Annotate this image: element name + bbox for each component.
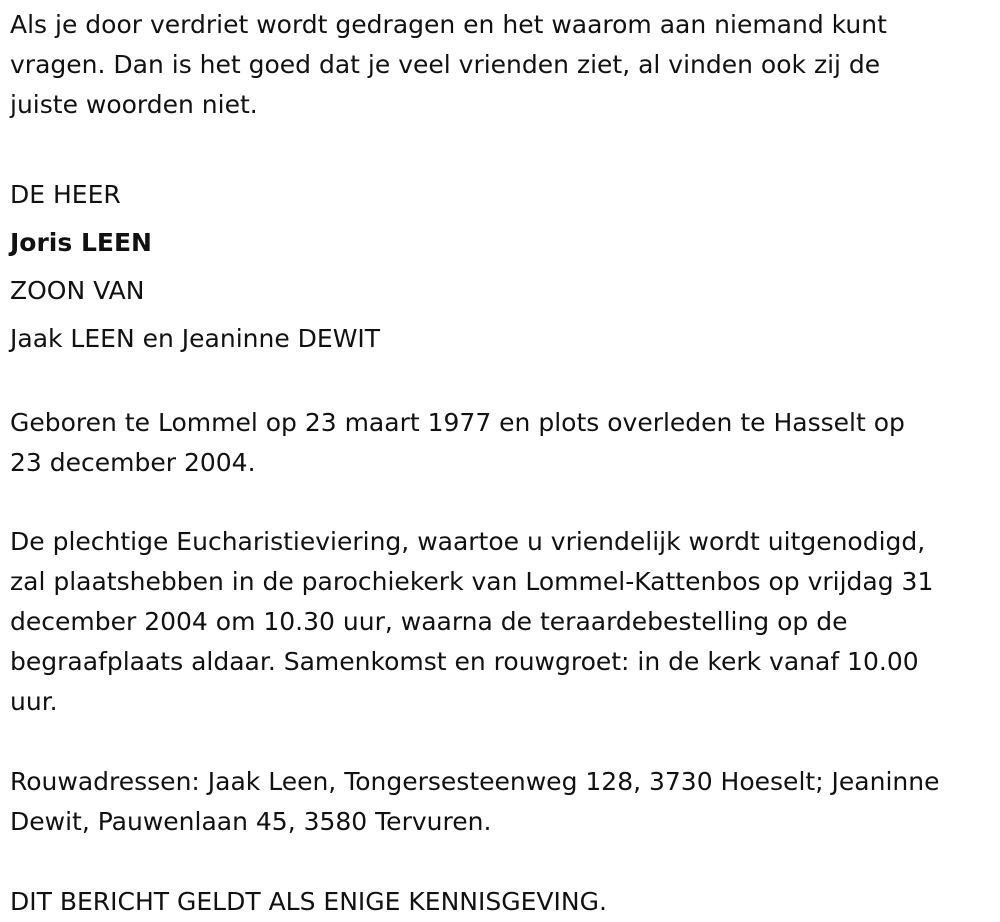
birth-death-line: Geboren te Lommel op 23 maart 1977 en plots overleden te Hasselt op [10, 408, 905, 437]
notice-paragraph [10, 882, 995, 922]
ceremony-line: begraafplaats aldaar. Samenkomst en rouwgroet: in de kerk vanaf 10.00 [10, 647, 919, 676]
address-line: Dewit, Pauwenlaan 45, 3580 Tervuren. [10, 807, 492, 836]
deceased-parents: Jaak LEEN en Jeaninne DEWIT [10, 324, 381, 353]
deceased-relation: ZOON VAN [10, 276, 145, 305]
obituary-document [10, 5, 995, 922]
address-line: Rouwadressen: Jaak Leen, Tongersesteenweg 128, 3730 Hoeselt; Jeaninne [10, 767, 940, 796]
intro-poem [10, 5, 995, 125]
intro-line: juiste woorden niet. [10, 90, 258, 119]
ceremony-line: uur. [10, 687, 58, 716]
intro-line: Als je door verdriet wordt gedragen en het waarom aan niemand kunt [10, 10, 887, 39]
ceremony-line: december 2004 om 10.30 uur, waarna de teraardebestelling op de [10, 607, 848, 636]
deceased-name: Joris LEEN [10, 228, 152, 257]
ceremony-line: De plechtige Eucharistieviering, waartoe u vriendelijk wordt uitgenodigd, [10, 527, 926, 556]
birth-death-line: 23 december 2004. [10, 448, 256, 477]
spacer [10, 483, 995, 522]
birth-death-paragraph [10, 403, 995, 483]
addresses-paragraph [10, 762, 995, 842]
deceased-heading [10, 171, 995, 363]
spacer [10, 842, 995, 882]
intro-line: vragen. Dan is het goed dat je veel vrienden ziet, al vinden ook zij de [10, 50, 881, 79]
ceremony-paragraph [10, 522, 995, 722]
spacer [10, 363, 995, 403]
spacer [10, 125, 995, 171]
deceased-title: DE HEER [10, 180, 121, 209]
spacer [10, 722, 995, 762]
ceremony-line: zal plaatshebben in de parochiekerk van Lommel-Kattenbos op vrijdag 31 [10, 567, 934, 596]
notice-line: DIT BERICHT GELDT ALS ENIGE KENNISGEVING. [10, 887, 607, 916]
